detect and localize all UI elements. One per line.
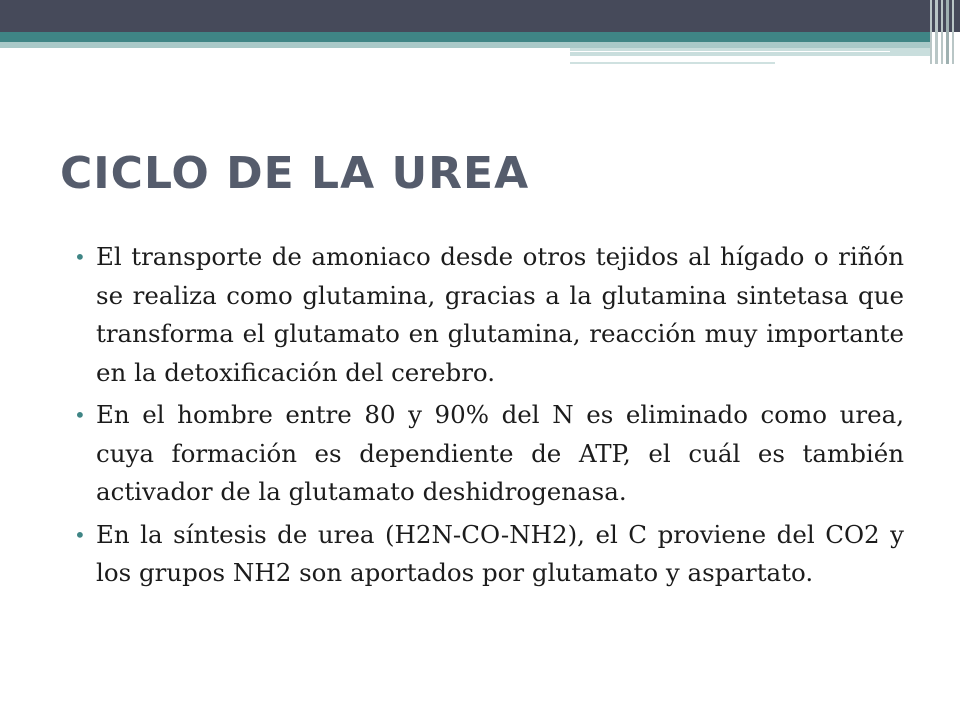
bullet-text: En la síntesis de urea (H2N-CO-NH2), el C proviene del CO2 y los grupos NH2 son aportados por glutamato y aspartato.: [96, 519, 904, 587]
header-decor-bar: [941, 0, 943, 64]
bullet-dot-icon: •: [74, 403, 86, 427]
header-decor-bar: [935, 0, 938, 64]
bullet-list: [72, 238, 904, 597]
header-decor-bar: [952, 0, 954, 64]
bullet-text: En el hombre entre 80 y 90% del N es eliminado como urea, cuya formación es dependiente de ATP, el cuál es también activador de la glutamato deshidrogenasa.: [96, 400, 904, 506]
header-decor-bar: [946, 0, 949, 64]
header-decor-bar: [930, 0, 932, 64]
bullet-item: [72, 396, 904, 512]
slide-title: CICLO DE LA UREA: [60, 148, 530, 199]
bullet-dot-icon: •: [74, 245, 86, 269]
bullet-item: [72, 516, 904, 593]
header-accent-stripe: [0, 32, 930, 42]
bullet-item: [72, 238, 904, 392]
header-decor-line: [570, 51, 890, 52]
bullet-dot-icon: •: [74, 522, 86, 547]
header-band: [0, 0, 960, 32]
bullet-text: El transporte de amoniaco desde otros tejidos al hígado o riñón se realiza como glutamina, gracias a la glutamina sintetasa que transforma el glutamato en glutamina, reacción muy importante en la detoxificación del cerebro.: [96, 242, 904, 387]
header-decor-line: [570, 62, 775, 64]
header-pale-stripe-right: [570, 48, 930, 56]
